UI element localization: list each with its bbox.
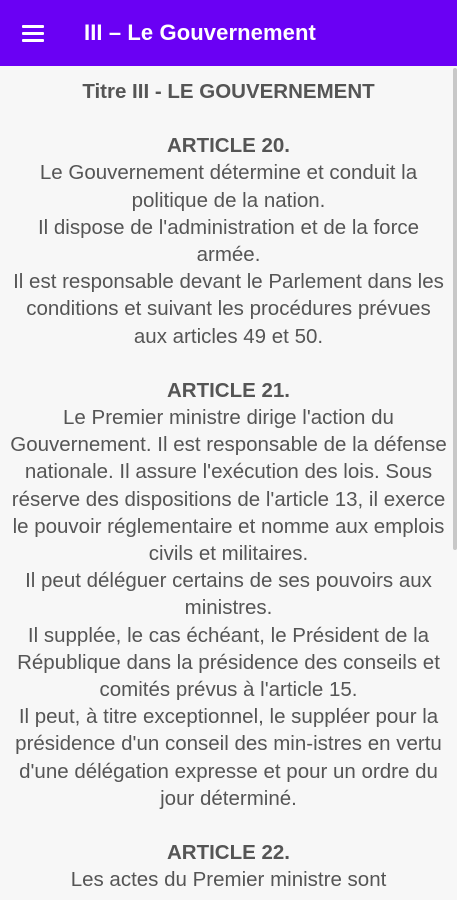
article-paragraph: Il est responsable devant le Parlement dans les conditions et suivant les procédures prévues aux articles 49 et 50. [13,270,444,348]
page-title: III – Le Gouvernement [84,20,316,45]
menu-line [22,39,44,42]
article-paragraph: Le Premier ministre dirige l'action du Gouvernement. Il est responsable de la défense nationale. Il assure l'exécution des lois. Sous réserve des dispositions de l'article 13, il exerce le pouvoir réglementaire et nomme aux emplois civils et militaires. [10,406,447,566]
article-heading: ARTICLE 22. [166,841,291,865]
article-paragraph: Il supplée, le cas échéant, le Président de la République dans la présidence des conseils et comités prévus à l'article 15. [17,623,440,702]
app-bar [0,0,457,66]
article-paragraph: Il peut déléguer certains de ses pouvoirs aux ministres. [25,569,432,620]
document-scroll-view[interactable] [0,66,457,900]
menu-line [22,25,44,28]
article-paragraph: Il peut, à titre exceptionnel, le suppléer pour la présidence d'un conseil des min-istres en vertu d'une délégation expresse et pour un ordre du jour déterminé. [15,705,442,810]
article-heading: ARTICLE 21. [166,378,291,402]
article-paragraph: Les actes du Premier ministre sont [70,868,387,892]
article-20 [9,132,449,350]
article-21 [9,377,449,812]
article-paragraph: Il dispose de l'administration et de la force armée. [37,215,420,267]
hamburger-menu-icon[interactable] [22,24,46,42]
document-title: Titre III - LE GOUVERNEMENT [82,80,375,103]
article-heading: ARTICLE 20. [166,134,291,158]
article-paragraph: Le Gouvernement détermine et conduit la politique de la nation. [39,161,418,212]
document-body [9,66,449,893]
article-22 [9,839,449,893]
menu-line [22,32,44,35]
scrollbar[interactable] [453,68,457,550]
